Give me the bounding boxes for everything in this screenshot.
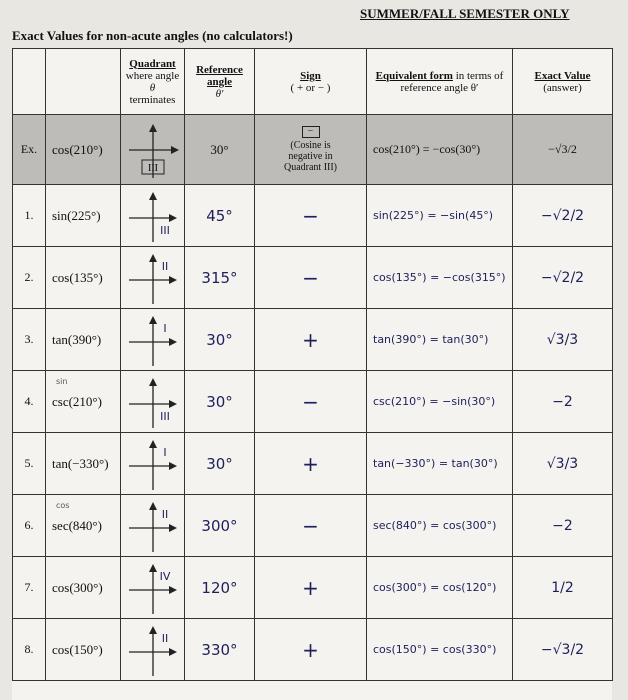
- row-expr: cos sec(840°): [46, 495, 121, 557]
- row-quadrant: [121, 557, 185, 619]
- quadrant-axes-icon: [125, 374, 181, 430]
- row-num: 4.: [13, 371, 46, 433]
- row-equivalent: cos(300°) = cos(120°): [367, 557, 513, 619]
- row-note: sin: [56, 377, 68, 386]
- row-reference: 315°: [185, 247, 255, 309]
- exact-values-table: [12, 48, 613, 681]
- row-expr: sin csc(210°): [46, 371, 121, 433]
- quadrant-axes-icon: [125, 498, 181, 554]
- example-equivalent: cos(210°) = −cos(30°): [367, 115, 513, 185]
- quadrant-axes-icon: [125, 312, 181, 368]
- example-sign: − (Cosine is negative in Quadrant III): [255, 115, 367, 185]
- row-sign: −: [255, 495, 367, 557]
- row-sign: −: [255, 185, 367, 247]
- row-sign: +: [255, 309, 367, 371]
- row-quadrant: [121, 185, 185, 247]
- row-expr: cos(135°): [46, 247, 121, 309]
- quadrant-label: III: [159, 409, 170, 423]
- row-sign: +: [255, 433, 367, 495]
- row-answer: √3/3: [513, 433, 613, 495]
- row-quadrant: [121, 619, 185, 681]
- quadrant-axes-icon: [125, 560, 181, 616]
- table-row: [13, 309, 613, 371]
- row-sign: −: [255, 371, 367, 433]
- row-note: cos: [56, 501, 70, 510]
- row-answer: 1/2: [513, 557, 613, 619]
- row-quadrant: [121, 371, 185, 433]
- row-reference: 30°: [185, 371, 255, 433]
- row-equivalent: sec(840°) = cos(300°): [367, 495, 513, 557]
- row-equivalent: csc(210°) = −sin(30°): [367, 371, 513, 433]
- quadrant-label: II: [161, 631, 168, 645]
- quadrant-label: I: [162, 445, 167, 459]
- header-num: [13, 49, 46, 115]
- quadrant-label: III: [159, 223, 170, 237]
- row-answer: −√2/2: [513, 247, 613, 309]
- row-reference: 120°: [185, 557, 255, 619]
- row-sign: +: [255, 619, 367, 681]
- row-num: 6.: [13, 495, 46, 557]
- row-num: 2.: [13, 247, 46, 309]
- row-answer: −2: [513, 371, 613, 433]
- table-row: [13, 495, 613, 557]
- row-equivalent: cos(150°) = cos(330°): [367, 619, 513, 681]
- row-reference: 300°: [185, 495, 255, 557]
- quadrant-label: II: [161, 507, 168, 521]
- table-row: [13, 433, 613, 495]
- header-sign: Sign ( + or − ): [255, 49, 367, 115]
- row-equivalent: sin(225°) = −sin(45°): [367, 185, 513, 247]
- row-num: 3.: [13, 309, 46, 371]
- quadrant-axes-icon: [125, 120, 181, 180]
- row-quadrant: [121, 433, 185, 495]
- header-expr: [46, 49, 121, 115]
- quadrant-axes-icon: [125, 250, 181, 306]
- row-equivalent: tan(−330°) = tan(30°): [367, 433, 513, 495]
- quadrant-axes-icon: [125, 436, 181, 492]
- quadrant-label: II: [161, 259, 168, 273]
- table-row: [13, 557, 613, 619]
- row-expr: sin(225°): [46, 185, 121, 247]
- row-num: 5.: [13, 433, 46, 495]
- header-quadrant: Quadrant where angle θ terminates: [121, 49, 185, 115]
- row-num: 8.: [13, 619, 46, 681]
- row-expr: tan(−330°): [46, 433, 121, 495]
- row-equivalent: cos(135°) = −cos(315°): [367, 247, 513, 309]
- row-answer: √3/3: [513, 309, 613, 371]
- quadrant-label: I: [162, 321, 167, 335]
- row-reference: 30°: [185, 309, 255, 371]
- row-reference: 30°: [185, 433, 255, 495]
- row-expr: cos(150°): [46, 619, 121, 681]
- row-equivalent: tan(390°) = tan(30°): [367, 309, 513, 371]
- row-num: 7.: [13, 557, 46, 619]
- example-expr: cos(210°): [46, 115, 121, 185]
- table-row: [13, 371, 613, 433]
- semester-note: SUMMER/FALL SEMESTER ONLY: [360, 6, 570, 21]
- quadrant-label: IV: [159, 569, 170, 583]
- row-expr: tan(390°): [46, 309, 121, 371]
- quadrant-axes-icon: [125, 622, 181, 678]
- row-num: 1.: [13, 185, 46, 247]
- row-answer: −√2/2: [513, 185, 613, 247]
- header-reference: Reference angle θ′: [185, 49, 255, 115]
- row-quadrant: [121, 247, 185, 309]
- header-equivalent: Equivalent form in terms of reference angle θ′: [367, 49, 513, 115]
- quadrant-axes-icon: [125, 188, 181, 244]
- quadrant-label: III: [147, 162, 158, 174]
- row-sign: −: [255, 247, 367, 309]
- table-row: [13, 247, 613, 309]
- row-quadrant: [121, 495, 185, 557]
- row-answer: −2: [513, 495, 613, 557]
- row-answer: −√3/2: [513, 619, 613, 681]
- header-exact: Exact Value (answer): [513, 49, 613, 115]
- row-reference: 330°: [185, 619, 255, 681]
- row-expr: cos(300°): [46, 557, 121, 619]
- example-num: Ex.: [13, 115, 46, 185]
- row-reference: 45°: [185, 185, 255, 247]
- table-row: [13, 619, 613, 681]
- example-row: [13, 115, 613, 185]
- example-quadrant: [121, 115, 185, 185]
- worksheet-title: Exact Values for non-acute angles (no calculators!): [12, 28, 293, 43]
- row-quadrant: [121, 309, 185, 371]
- example-reference: 30°: [185, 115, 255, 185]
- example-answer: −√3/2: [513, 115, 613, 185]
- header-row: [13, 49, 613, 115]
- table-row: [13, 185, 613, 247]
- row-sign: +: [255, 557, 367, 619]
